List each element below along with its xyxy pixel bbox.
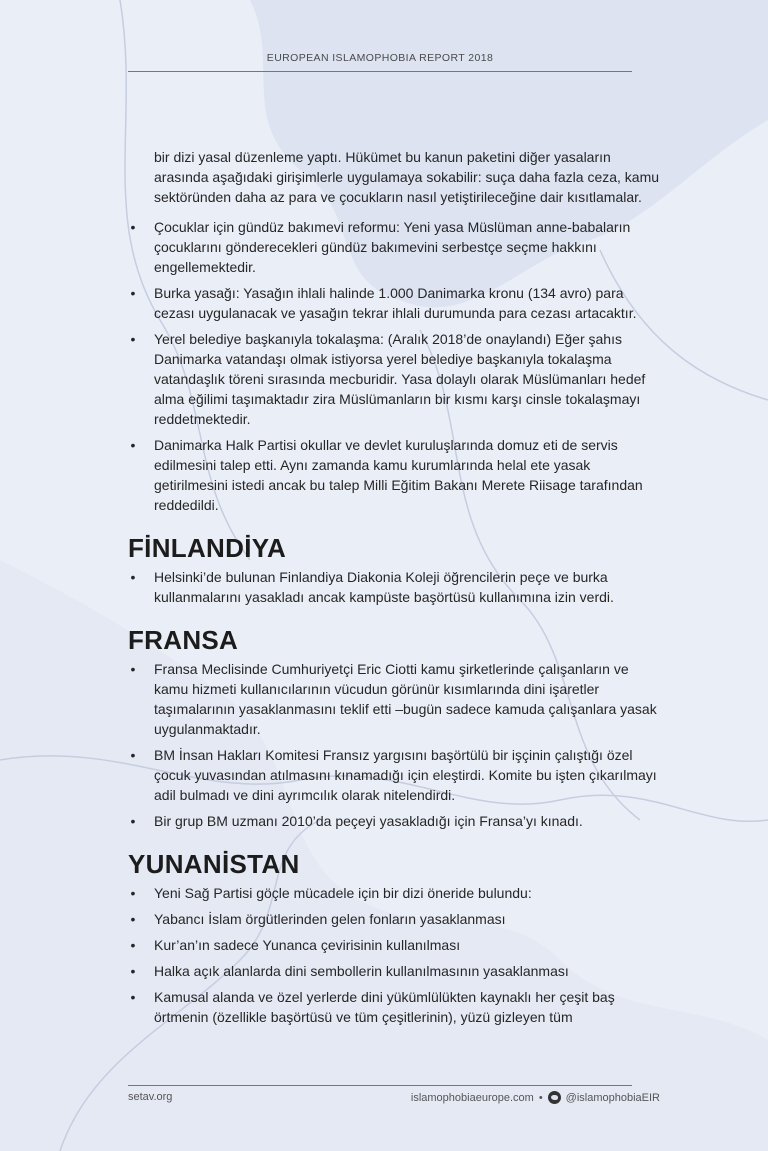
section-heading-france: FRANSA <box>128 625 239 655</box>
footer-twitter-handle[interactable]: @islamophobiaEIR <box>565 1091 660 1104</box>
bullet: • <box>130 963 136 979</box>
footer-europe-link[interactable]: islamophobiaeurope.com <box>410 1091 534 1104</box>
list-item: • Yabancı İslam örgütlerinden gelen fonların yasaklanması <box>128 909 664 929</box>
list-item: • Çocuklar için gündüz bakımevi reformu: Yeni yasa Müslüman anne-babaların çocuklarını gönderecekleri gündüz bakımevini serbestçe seçme hakkını engellemektedir. <box>128 217 664 277</box>
bullet: • <box>130 885 136 901</box>
intro-paragraph: bir dizi yasal düzenleme yaptı. Hükümet bu kanun paketini diğer yasaların arasında aşağıdaki girişimlerle uygulamaya sokabilir: suça daha fazla ceza, kamu sektöründen daha az para ve çocukların nasıl yetiştirileceğine dair kısıtlamalar. <box>154 149 660 205</box>
bullet: • <box>130 661 136 677</box>
header-rule <box>128 71 632 72</box>
bullet: • <box>130 331 136 347</box>
list-item: • Yerel belediye başkanıyla tokalaşma: (Aralık 2018’de onaylandı) Eğer şahıs Danimarka vatandaşı olmak istiyorsa yerel belediye başkanıyla tokalaşma vatandaşlık töreni sırasında mecburidir. Yasa dolaylı olarak Müslümanları hedef alma eğilimi taşımaktadır zira Müslümanların bir kısmı karşı cinsle tokalaşmayı reddetmektedir. <box>128 329 664 429</box>
list-item: • Halka açık alanlarda dini sembollerin kullanılmasının yasaklanması <box>128 961 664 981</box>
report-header: EUROPEAN ISLAMOPHOBIA REPORT 2018 <box>266 52 494 64</box>
bullet: • <box>130 989 136 1005</box>
greece-list <box>128 883 664 1027</box>
bullet: • <box>130 219 136 235</box>
footer-rule <box>128 1085 632 1086</box>
bullet: • <box>130 569 136 585</box>
bullet: • <box>130 747 136 763</box>
list-item: • Helsinki’de bulunan Finlandiya Diakonia Koleji öğrencilerin peçe ve burka kullanmalarını yasakladı ancak kampüste başörtüsü kullanımına izin verdi. <box>128 567 664 607</box>
denmark-list <box>128 217 664 515</box>
bullet: • <box>130 285 136 301</box>
twitter-bird-icon <box>548 1091 561 1104</box>
section-heading-finland: FİNLANDİYA <box>128 533 287 563</box>
bullet: • <box>130 813 136 829</box>
list-item: • Fransa Meclisinde Cumhuriyetçi Eric Ciotti kamu şirketlerinde çalışanların ve kamu hizmeti kullanıcılarının vücudun görünür kısımlarında dini işaretler taşımalarının yasaklanmasını teklif etti –bugün sadece kamuda çalışanlara yasak uygulanmaktadır. <box>128 659 664 739</box>
footer-separator: • <box>538 1091 543 1104</box>
list-item: • Danimarka Halk Partisi okullar ve devlet kuruluşlarında domuz eti de servis edilmesini talep etti. Aynı zamanda kamu kurumlarında helal ete yasak getirilmesini istedi ancak bu talep Milli Eğitim Bakanı Merete Riisage tarafından reddedildi. <box>128 435 664 515</box>
finland-list <box>128 567 664 607</box>
list-item: • BM İnsan Hakları Komitesi Fransız yargısını başörtülü bir işçinin çalıştığı özel çocuk yuvasından atılmasını kınamadığı için eleştirdi. Komite bu işten çıkarılmayı adil bulmadı ve dini ayrımcılık olarak nitelendirdi. <box>128 745 664 805</box>
bullet: • <box>130 911 136 927</box>
list-item: • Kur’an’ın sadece Yunanca çevirisinin kullanılması <box>128 935 664 955</box>
list-item: • Kamusal alanda ve özel yerlerde dini yükümlülükten kaynaklı her çeşit baş örtmenin (özellikle başörtüsü ve tüm çeşitlerinin), yüzü gizleyen tüm <box>128 987 664 1027</box>
section-heading-greece: YUNANİSTAN <box>128 849 300 879</box>
list-item: • Burka yasağı: Yasağın ihlali halinde 1.000 Danimarka kronu (134 avro) para cezası uygulanacak ve yasağın tekrar ihlali durumunda para cezası artacaktır. <box>128 283 664 323</box>
footer-site-link[interactable]: setav.org <box>128 1091 173 1103</box>
list-item: • Bir grup BM uzmanı 2010’da peçeyi yasakladığı için Fransa’yı kınadı. <box>128 811 664 831</box>
bullet: • <box>130 937 136 953</box>
list-item: • Yeni Sağ Partisi göçle mücadele için bir dizi öneride bulundu: <box>128 883 664 903</box>
france-list <box>128 659 664 831</box>
page-content <box>128 147 664 1033</box>
bullet: • <box>130 437 136 453</box>
footer-links <box>411 1091 660 1104</box>
